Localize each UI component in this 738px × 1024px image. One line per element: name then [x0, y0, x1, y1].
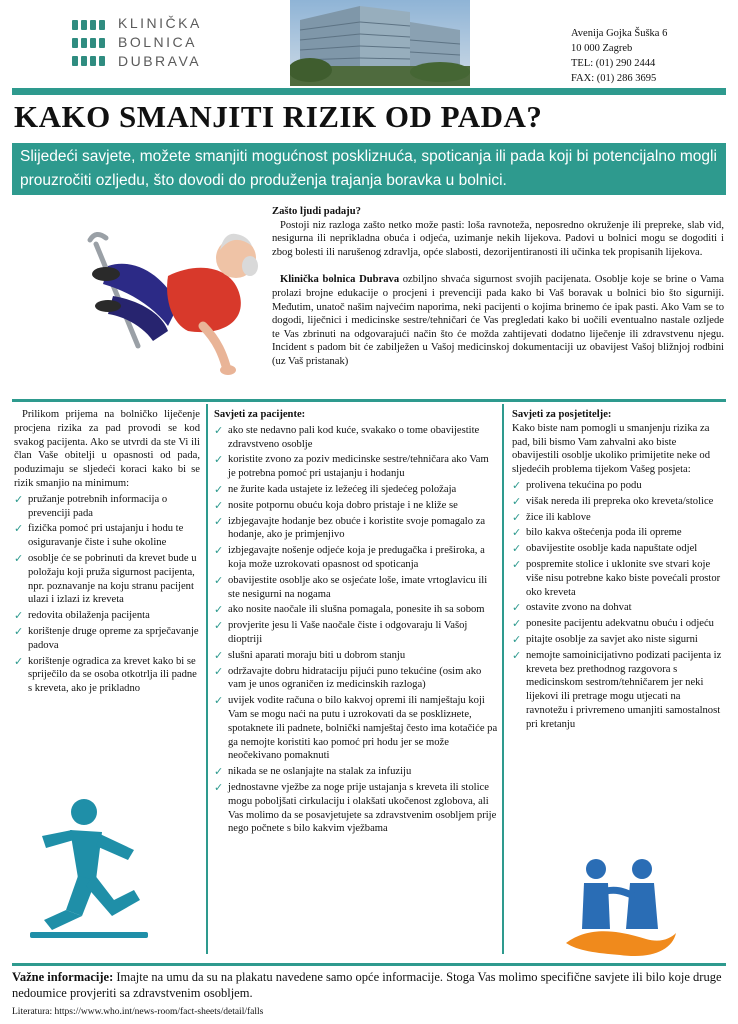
check-icon: ✓ [214, 619, 224, 633]
visitors-heading: Savjeti za posjetitelje: [512, 409, 612, 420]
footer-divider [12, 963, 726, 966]
check-icon: ✓ [214, 573, 224, 587]
check-icon: ✓ [214, 423, 224, 437]
check-icon: ✓ [214, 453, 224, 467]
slipping-person-icon [22, 790, 152, 940]
check-icon: ✓ [214, 514, 224, 528]
check-icon: ✓ [512, 510, 522, 524]
address-fax: FAX: (01) 286 3695 [571, 73, 657, 84]
list-item: ✓ ako nosite naočale ili slušna pomagala, ponesite ih sa sobom [214, 603, 485, 617]
list-item: ✓ redovita obilažеnja pacijenta [14, 609, 150, 623]
list-item: ✓ fizička pomoć pri ustajanju i hodu te osiguravanje čiste i suhe okoline [14, 522, 184, 549]
check-icon: ✓ [214, 780, 224, 794]
logo-line: DUBRAVA [118, 53, 202, 69]
check-icon: ✓ [512, 526, 522, 540]
column-separator [502, 404, 504, 954]
list-item: ✓ slušni aparati moraju biti u dobrom stanju [214, 648, 406, 662]
hospital-building-photo [290, 0, 470, 86]
check-icon: ✓ [512, 617, 522, 631]
address-street: Avenija Gojka Šuška 6 [571, 28, 668, 39]
page-title: KAKO SMANJITI RIZIK OD PADA? [14, 99, 543, 134]
list-item: ✓ izbjegavajte hodanje bez obuće i koristite svoje pomagalo za hodanje, ako je primjenjivo [214, 514, 486, 541]
logo-line: BOLNICA [118, 34, 197, 50]
check-icon: ✓ [214, 694, 224, 708]
check-icon: ✓ [14, 551, 24, 565]
list-item: ✓ osoblje će se pobrinuti da krevet bude u položaju koji pruža sigurnost pacijenta, npr. poznavanje na koju stranu pacijent ulazi i izlazi iz kreveta [14, 551, 197, 606]
check-icon: ✓ [512, 494, 522, 508]
important-info-heading: Važne informacije: [12, 970, 114, 984]
check-icon: ✓ [512, 478, 522, 492]
check-icon: ✓ [214, 664, 224, 678]
visitors-column [512, 408, 724, 734]
patients-heading: Savjeti za pacijente: [214, 409, 306, 420]
list-item: ✓ uvijek vodite računa o bilo kakvoj opremi ili namještaju koji Vam se mogu naći na putu i uzrokovati da se posklizнete, spotaknete ili padnete, bolnički namještaj često ima kotačiće pa ga nemojte koristiti kao pomoć pri hodu jer se može neočekivano pomaknuti [214, 694, 498, 762]
list-item: ✓ višak nereda ili prepreka oko kreveta/stolice [512, 494, 714, 508]
list-item: ✓ pospremite stolice i uklonite sve stvari koje više nisu potrebne kako biste povećali prostor oko kreveta [512, 557, 721, 598]
check-icon: ✓ [14, 609, 24, 623]
list-item: ✓ jednostavne vježbe za noge prije ustajanja s kreveta ili stolice mogu poboljšati cirkulaciju i olakšati ukočenost zglobova, ali Vas molimo da se posavjetujete sa zdravstvenim osobljem prije nego počnete s bilo kakvim vježbama [214, 780, 497, 835]
list-item: ✓ održavajte dobru hidrataciju pijući puno tekućine (osim ako vam je unos ograničen iz medicinskih razloga) [214, 664, 482, 691]
list-item: ✓ pružanje potrebnih informacija o prevenciji pada [14, 492, 168, 519]
check-icon: ✓ [512, 557, 522, 571]
header-divider [12, 88, 726, 95]
list-item: ✓ nosite potpornu obuću koja dobro pristaje i ne kliže se [214, 498, 458, 512]
list-item: ✓ prolivena tekućina po podu [512, 478, 642, 492]
admission-text: Prilikom prijema na bolničko liječenje procjena rizika za pad provodi se kod svakog pacijenta. Ako se utvrdi da ste Vi ili član Vaše obitelji u opasnosti od pada, poduzimaju se sljedeći koraci kako bi se rizik smanjio na minimum: [14, 409, 200, 489]
list-item: ✓ žice ili kablove [512, 510, 591, 524]
intro-banner: Slijedeći savjete, možete smanjiti mogućnost posklizнuća, spoticanja ili pada koji bi potencijalno mogli prouzročiti ozljedu, što dovodi do produženja trajanja boravka u bolnici. [12, 143, 726, 195]
list-item: ✓ ne žurite kada ustajete iz ležećeg ili sjedećeg položaja [214, 482, 457, 496]
check-icon: ✓ [512, 648, 522, 662]
admission-column [14, 408, 200, 698]
falling-elderly-man-illustration [68, 206, 268, 386]
patients-column [214, 408, 498, 838]
check-icon: ✓ [214, 482, 224, 496]
list-item: ✓ izbjegavajte nošenje odjeće koja je predugačka i preširoka, a koja može uzrokovati opasnost od spoticanja [214, 544, 485, 570]
address-phone: TEL: (01) 290 2444 [571, 58, 656, 69]
section-divider [12, 399, 726, 402]
list-item: ✓ ostavite zvono na dohvat [512, 601, 632, 615]
list-item: ✓ ako ste nedavno pali kod kuće, svakako o tome obavijestite zdravstveno osoblje [214, 423, 480, 450]
check-icon: ✓ [214, 544, 224, 558]
why-paragraph: Postoji niz razloga zašto netko može pasti: loša ravnoteža, neposredno okruženje ili prepreke, slab vid, nesigurna ili neprikladna obuća i odjeća, uzimanje nekih lijekova. Padovi u bolnici mogu se dogoditi i zbog bolesti ili narušenog zdravlja, opće slabosti, dezorijentiranosti ili učinka tek propisanih lijekova. [272, 219, 724, 258]
hospital-paragraph-text: ozbiljno shvaća sigurnost svojih pacijenata. Osoblje koje se brine o Vama prolazi brojne edukacije o procjeni i prevenciji pada kako bi Vaš boravak u bolnici bio što sigurniji. Međutim, unatoč našim najvećim naporima, neki pacijenti o kojima brinemo će ipak pasti. Ako Vam se to dogodi, liječnici i medicinske sestre/tehničari će Vas pregledati kako bi uočili eventualno nastale ozljede te Vas zbrinuti na odgovarajući način što će možda zahtijevati dodatno liječenje ili zdravstvenu njegu. Incident s padom bit će zabilježen u Vašoj medicinskoj dokumentaciji uz obavijest Vašoj bližnjoj rodbini (uz Vaš pristanak) [272, 274, 724, 367]
hospital-name [118, 14, 202, 71]
list-item: ✓ obavijestite osoblje kada napuštate odjel [512, 542, 698, 556]
list-item: ✓ provjerite jesu li Vaše naočale čiste i odgovaraju li Vašoj dioptriji [214, 619, 468, 645]
hospital-name-bold: Klinička bolnica Dubrava [280, 274, 400, 286]
important-info [12, 970, 726, 1001]
check-icon: ✓ [14, 492, 24, 506]
check-icon: ✓ [512, 542, 522, 556]
check-icon: ✓ [214, 498, 224, 512]
literature-reference: Literatura: https://www.who.int/news-room/fact-sheets/detail/falls [12, 1007, 264, 1017]
important-info-text: Imajte na umu da su na plakatu navedene samo opće informacije. Stoga Vas molimo specifične savjete ili bilo koje druge nedoumice provjeriti sa zdravstvenim osobljem. [12, 970, 722, 1000]
check-icon: ✓ [214, 648, 224, 662]
why-section [272, 205, 724, 369]
helping-person-icon [560, 855, 680, 960]
list-item: ✓ korištenje ogradica za krevet kako bi se spriječilo da se osoba otkotrlja ili padne s kreveta, ako je prikladno [14, 654, 197, 695]
patients-list [214, 424, 498, 836]
visitors-list [512, 479, 724, 732]
check-icon: ✓ [512, 632, 522, 646]
why-heading: Zašto ljudi padaju? [272, 206, 361, 217]
list-item: ✓ bilo kakva oštećenja poda ili opreme [512, 526, 682, 540]
hospital-logo-icon [72, 18, 106, 66]
admission-list [14, 493, 200, 696]
check-icon: ✓ [14, 654, 24, 668]
check-icon: ✓ [14, 522, 24, 536]
check-icon: ✓ [512, 601, 522, 615]
check-icon: ✓ [214, 603, 224, 617]
check-icon: ✓ [14, 624, 24, 638]
list-item: ✓ korištenje druge opreme za sprječavanje padova [14, 624, 199, 651]
check-icon: ✓ [214, 765, 224, 779]
list-item: ✓ nikada se ne oslanjajte na stalak za infuziju [214, 765, 412, 779]
address-block [571, 26, 667, 86]
visitors-text: Kako biste nam pomogli u smanjenju rizika za pad, bili bismo Vam zahvalni ako biste obavijestili osoblje ukoliko primijetite neke od sljedećih problema tijekom Vašeg posjeta: [512, 422, 711, 476]
list-item: ✓ nemojte samoinicijativno podizati pacijenta iz kreveta bez prethodnog razgovora s medicinskom sestrom/tehničarem jer neki lijekovi ili pretrage mogu utjecati na ravnotežu i privremeno umanjiti samostalnost pri kretanju [512, 648, 722, 730]
address-city: 10 000 Zagreb [571, 43, 633, 54]
list-item: ✓ ponesite pacijentu adekvatnu obuću i odjeću [512, 617, 714, 631]
list-item: ✓ koristite zvono za poziv medicinske sestre/tehničara ako Vam je potrebna pomoć pri ustajanju i hodanju [214, 453, 489, 480]
column-separator [206, 404, 208, 954]
list-item: ✓ pitajte osoblje za savjet ako niste sigurni [512, 632, 698, 646]
logo-line: KLINIČKA [118, 15, 202, 31]
hospital-paragraph [272, 273, 724, 368]
list-item: ✓ obavijestite osoblje ako se osjećate loše, imate vrtoglavicu ili ste nesigurni na nogama [214, 573, 488, 600]
